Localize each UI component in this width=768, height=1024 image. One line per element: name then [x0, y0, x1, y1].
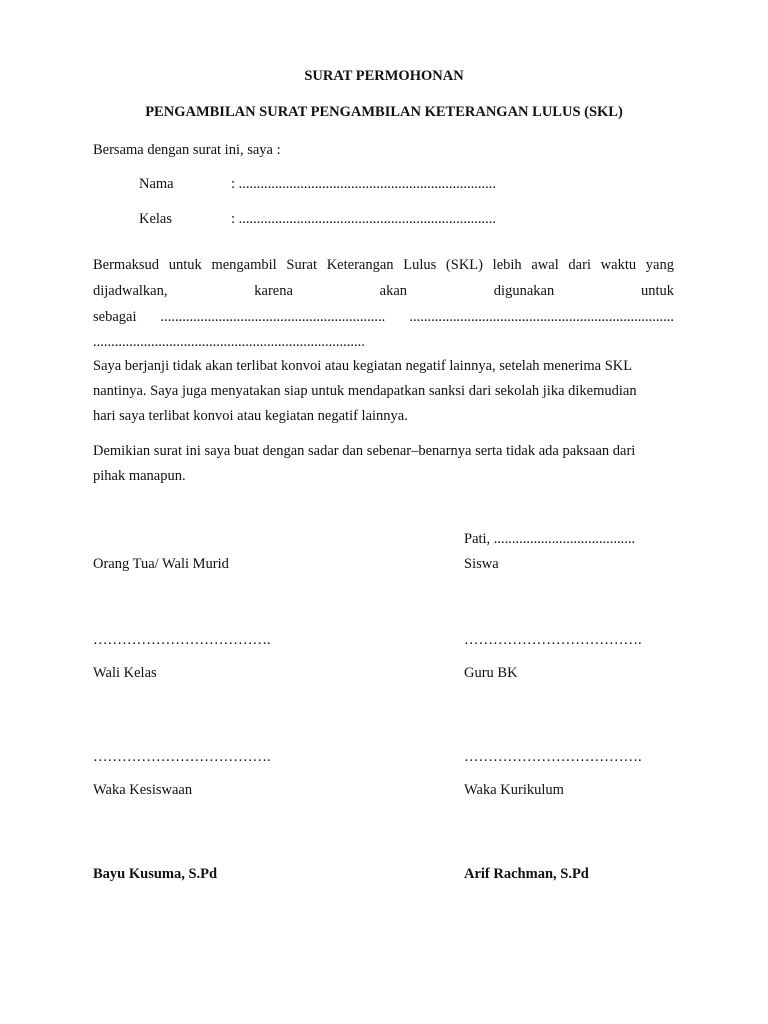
field-label-kelas: Kelas — [139, 211, 173, 227]
homeroom-label: Wali Kelas — [93, 665, 157, 681]
paragraph3-line1: Demikian surat ini saya buat dengan sadar dan sebenar–benarnya serta tidak ada paksaan dari — [93, 443, 636, 459]
parent-label: Orang Tua/ Wali Murid — [93, 556, 229, 572]
field-value-nama: : ....................................................................... — [231, 176, 497, 192]
paragraph1-line2: dijadwalkan, karena akan digunakan untuk — [93, 283, 674, 299]
vp-student-name: Bayu Kusuma, S.Pd — [93, 866, 218, 882]
letter-title: SURAT PERMOHONAN — [304, 68, 464, 84]
place-date: Pati, ....................................... — [464, 531, 636, 547]
vp-curriculum-label: Waka Kurikulum — [464, 782, 564, 798]
paragraph2-line1: Saya berjanji tidak akan terlibat konvoi atau kegiatan negatif lainnya, setelah menerima SKL — [93, 358, 633, 374]
signature-line-student: ………………………………. — [464, 632, 642, 648]
field-value-kelas: : ....................................................................... — [231, 211, 497, 227]
paragraph2-line2: nantinya. Saya juga menyatakan siap untuk mendapatkan sanksi dari sekolah jika dikemudian — [93, 383, 637, 399]
intro-text: Bersama dengan surat ini, saya : — [93, 142, 281, 158]
paragraph3-line2: pihak manapun. — [93, 468, 186, 484]
field-label-nama: Nama — [139, 176, 174, 192]
paragraph1-line1: Bermaksud untuk mengambil Surat Keterangan Lulus (SKL) lebih awal dari waktu yang — [93, 257, 674, 273]
student-label: Siswa — [464, 556, 499, 572]
vp-student-label: Waka Kesiswaan — [93, 782, 193, 798]
counselor-label: Guru BK — [464, 665, 518, 681]
signature-line-homeroom: ………………………………. — [93, 749, 271, 765]
paragraph1-line3: sebagai .............................................................. ......................................................................... — [93, 309, 674, 325]
paragraph1-line4: ........................................................................... — [93, 334, 365, 350]
signature-line-counselor: ………………………………. — [464, 749, 642, 765]
paragraph2-line3: hari saya terlibat konvoi atau kegiatan negatif lainnya. — [93, 408, 408, 424]
signature-line-parent: ………………………………. — [93, 632, 271, 648]
letter-subtitle: PENGAMBILAN SURAT PENGAMBILAN KETERANGAN LULUS (SKL) — [145, 104, 623, 120]
vp-curriculum-name: Arif Rachman, S.Pd — [464, 866, 589, 882]
